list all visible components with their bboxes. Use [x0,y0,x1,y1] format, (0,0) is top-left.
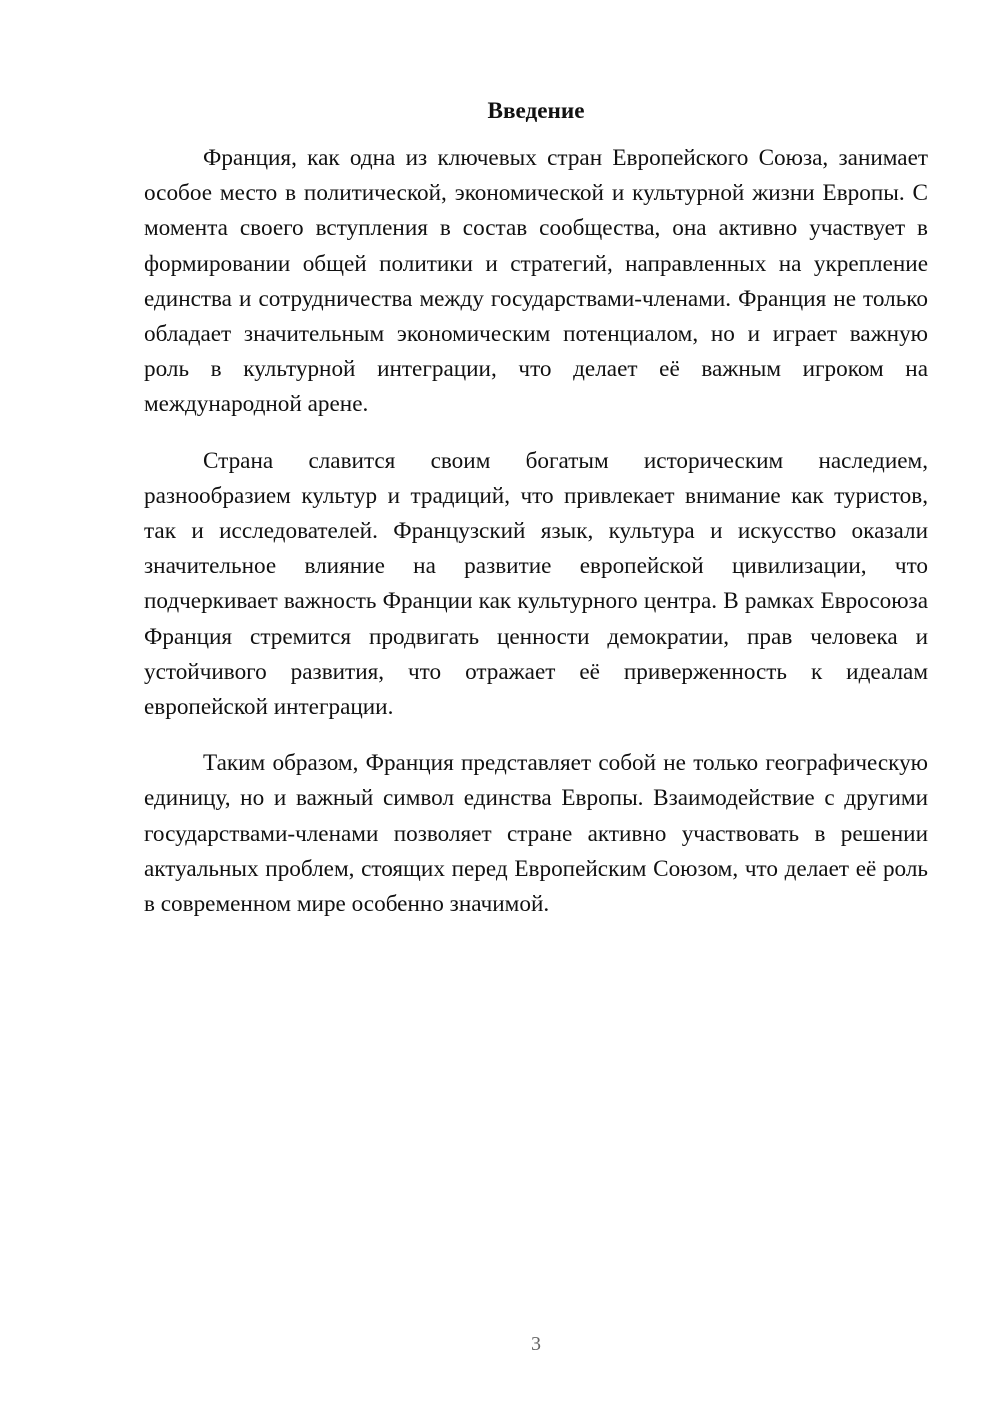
paragraph-1: Франция, как одна из ключевых стран Европейского Союза, занимает особое место в политической, экономической и культурной жизни Европы. С момента своего вступления в состав сообщества, она активно участвует в формировании общей политики и стратегий, направленных на укрепление единства и сотрудничества между государствами-членами. Франция не только обладает значительным экономическим потенциалом, но и играет важную роль в культурной интеграции, что делает её важным игроком на международной арене. [144,145,928,418]
paragraph-2: Страна славится своим богатым историческим наследием, разнообразием культур и традиций, что привлекает внимание как туристов, так и исследователей. Французский язык, культура и искусство оказали значительное влияние на развитие европейской цивилизации, что подчеркивает важность Франции как культурного центра. В рамках Евросоюза Франция стремится продвигать ценности демократии, прав человека и устойчивого развития, что отражает её приверженность к идеалам европейской интеграции. [144,447,928,721]
section-title: Введение [487,98,585,124]
page-number: 3 [531,1333,541,1355]
paragraph-3: Таким образом, Франция представляет собой не только географическую единицу, но и важный символ единства Европы. Взаимодействие с другими государствами-членами позволяет стране активно участвовать в решении актуальных проблем, стоящих перед Европейским Союзом, что делает её роль в современном мире особенно значимой. [144,750,928,918]
document-body [144,94,928,943]
